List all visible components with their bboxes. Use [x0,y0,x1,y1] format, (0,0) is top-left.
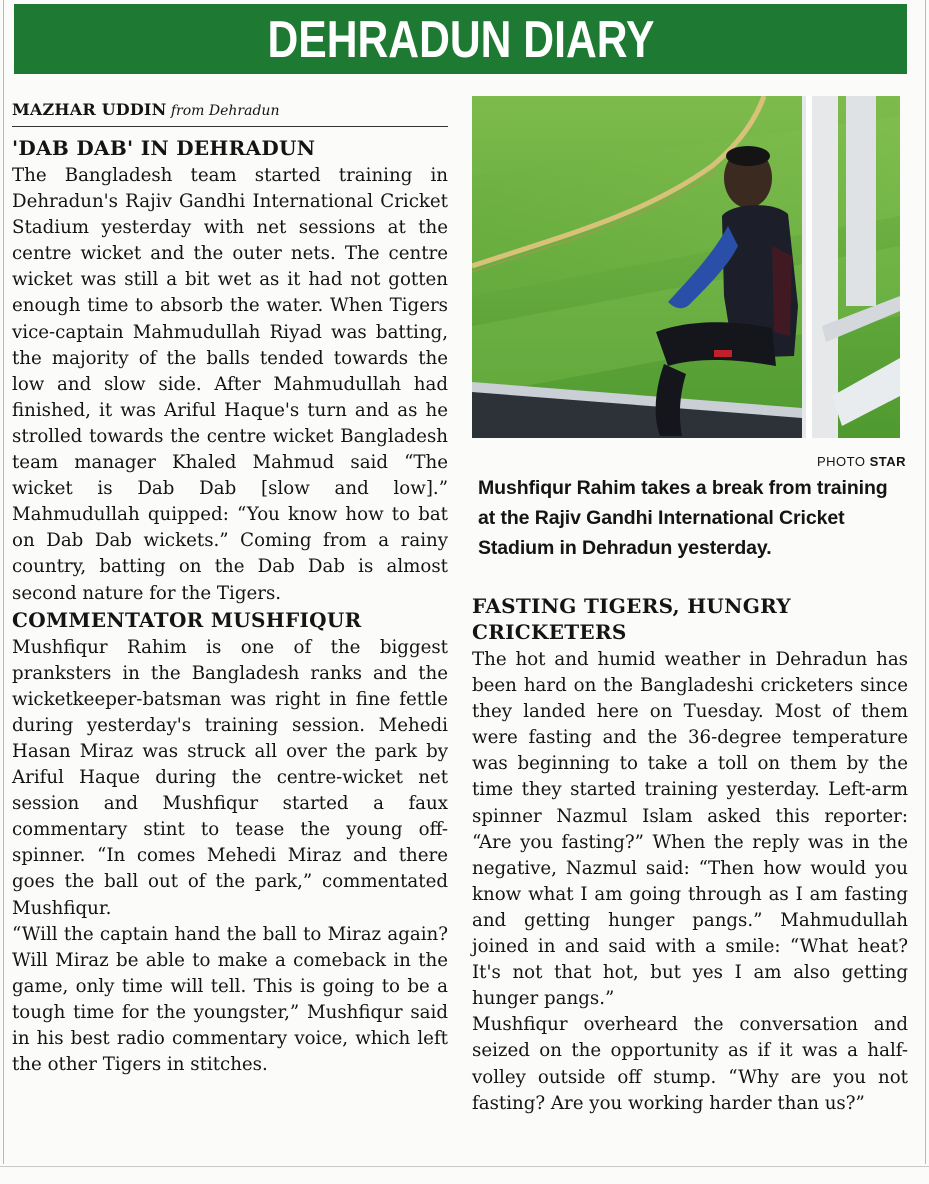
page-rule-left [3,0,4,1164]
page-rule-right [925,0,926,1164]
photo-credit [472,454,908,469]
section-body-commentator: Mushfiqur Rahim is one of the biggest pranksters in the Bangladesh ranks and the wicketkeeper-batsman was right in fine fettle during yesterday's training session. Mehedi Hasan Miraz was struck all over the park by Ariful Haque during the centre-wicket net session and Mushfiqur started a faux commentary stint to tease the young off-spinner. “In comes Mehedi Miraz and there goes the ball out of the park,” commentated Mushfiqur. [12,636,448,919]
masthead-title: DEHRADUN DIARY [267,11,654,69]
byline-location: from Dehradun [170,103,280,119]
section-heading-fasting: FASTING TIGERS, HUNGRY CRICKETERS [472,594,791,644]
byline [12,100,448,127]
news-photo [472,96,900,438]
photo-caption: Mushfiqur Rahim takes a break from training at the Rajiv Gandhi International Cricket Stadium in Dehradun yesterday. [478,477,888,559]
section-body-commentator-2: “Will the captain hand the ball to Miraz again? Will Miraz be able to make a comeback in the game, only time will tell. This is going to be a tough time for the youngster,” Mushfiqur said in his best radio commentary voice, which left the other Tigers in stitches. [12,923,448,1076]
section-body-fasting: The hot and humid weather in Dehradun has been hard on the Bangladeshi cricketers since they landed here on Tuesday. Most of them were fasting and the 36-degree temperature was beginning to take a toll on them by the time they started training yesterday. Left-arm spinner Nazmul Islam asked this reporter: “Are you fasting?” When the reply was in the negative, Nazmul said: “Then how would you know what I am going through as I am fasting and getting hunger pangs.” Mahmudullah joined in and said with a smile: “What heat? It's not that hot, but yes I am also getting hunger pangs.” [472,649,908,1010]
byline-author: MAZHAR UDDIN [12,100,167,119]
photo-illustration [472,96,900,438]
masthead [14,4,907,74]
section-body-dab-dab: The Bangladesh team started training in Dehradun's Rajiv Gandhi International Cricket Stadium yesterday with net sessions at the centre wicket and the outer nets. The centre wicket was still a bit wet as it had not gotten enough time to absorb the water. When Tigers vice-captain Mahmudullah Riyad was batting, the majority of the balls tended towards the low and slow side. After Mahmudullah had finished, it was Ariful Haque's turn and as he strolled towards the centre wicket Bangladesh team manager Khaled Mahmud said “The wicket is Dab Dab [slow and low].” Mahmudullah quipped: “You know how to bat on Dab Dab wickets.” Coming from a rainy country, batting on the Dab Dab is almost second nature for the Tigers. [12,165,448,604]
photo-credit-source: STAR [869,454,906,469]
section-heading-dab-dab: 'DAB DAB' IN DEHRADUN [12,136,316,160]
left-column [12,100,448,1078]
section-body-fasting-2: Mushfiqur overheard the conversation and seized on the opportunity as if it was a half-volley outside off stump. “Why are you not fasting? Are you working harder than us?” [472,1014,908,1114]
section-heading-commentator: COMMENTATOR MUSHFIQUR [12,607,362,632]
bottom-rule [0,1166,929,1167]
right-column [472,96,908,1117]
photo-credit-prefix: PHOTO [816,454,866,469]
